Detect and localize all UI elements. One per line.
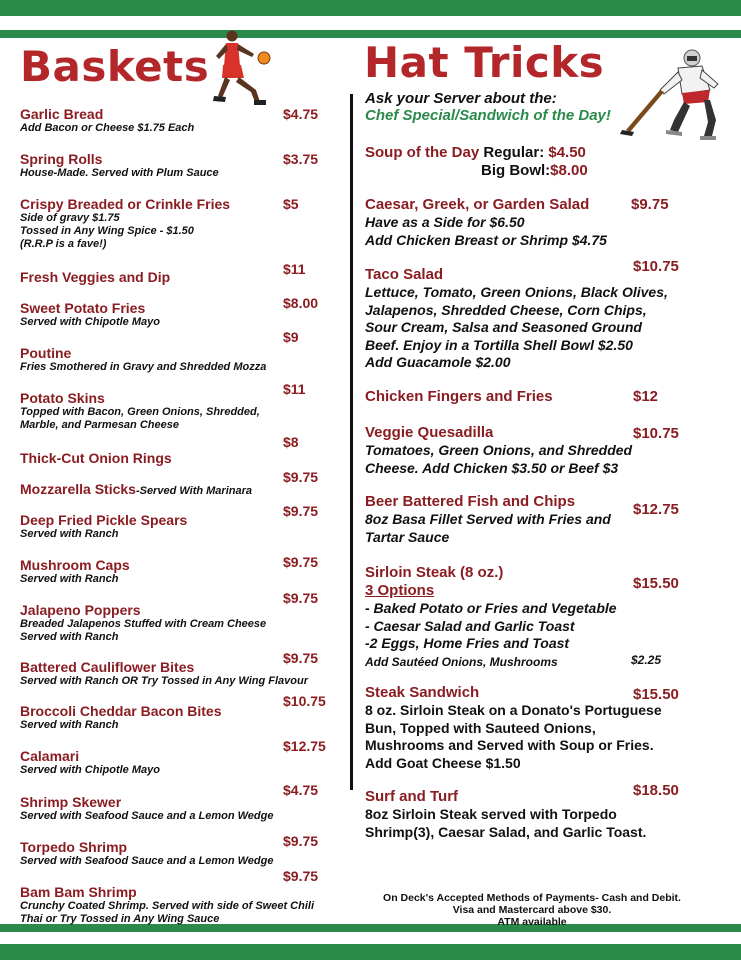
item-name: Surf and Turf [365, 788, 459, 805]
item-desc: Served with Ranch [20, 631, 119, 643]
item-desc: (R.R.P is a fave!) [20, 238, 107, 250]
item-price: $9.75 [283, 833, 319, 849]
item-name-text: Shrimp Skewer [20, 794, 122, 810]
item-desc: Cheese. Add Chicken $3.50 or Beef $3 [365, 459, 619, 476]
menu-item-fish-chips [365, 493, 695, 546]
item-name-text: Potato Skins [20, 390, 105, 406]
options-label: 3 Options [365, 582, 435, 599]
item-price: $10.75 [633, 425, 679, 442]
item-price: $11 [283, 381, 306, 397]
item-price: $5 [283, 196, 299, 212]
item-name-text: Battered Cauliflower Bites [20, 659, 195, 675]
item-price: $8 [283, 434, 299, 450]
hockey-player-icon [620, 44, 724, 144]
menu-item [20, 503, 330, 541]
item-name-text: Fresh Veggies and Dip [20, 269, 171, 285]
item-desc: Add Chicken Breast or Shrimp $4.75 [365, 231, 607, 248]
item-name-text: Mushroom Caps [20, 557, 130, 573]
item-price: $9.75 [283, 503, 319, 519]
item-name-text: Calamari [20, 748, 80, 764]
item-price: $10.75 [633, 258, 679, 275]
item-name-text: Sweet Potato Fries [20, 300, 146, 316]
item-desc: Served with Ranch [20, 573, 119, 585]
item-desc: Served with Seafood Sauce and a Lemon Wedge [20, 855, 274, 867]
item-name: Chicken Fingers and Fries [365, 388, 553, 405]
item-name-text: Deep Fried Pickle Spears [20, 512, 188, 528]
menu-item [20, 693, 330, 732]
item-desc: Served with Ranch OR Try Tossed in Any Wing Flavour [20, 675, 308, 687]
menu-item-chicken-fingers [365, 388, 695, 406]
item-name: Beer Battered Fish and Chips [365, 493, 576, 510]
item-desc: 8oz Sirloin Steak served with Torpedo [365, 806, 617, 822]
addon-label: Add Sautéed Onions, Mushrooms [365, 654, 558, 669]
item-name [20, 450, 330, 466]
item-name-text: Jalapeno Poppers [20, 602, 141, 618]
item-name-text: Spring Rolls [20, 151, 103, 167]
item-name-text: Poutine [20, 345, 72, 361]
item-desc: Lettuce, Tomato, Green Onions, Black Olives, [365, 284, 668, 300]
item-price: $9.75 [631, 196, 669, 213]
item-price: $9 [283, 329, 299, 345]
menu-item [20, 261, 330, 285]
item-name-text: Bam Bam Shrimp [20, 884, 137, 900]
big-bowl-label: Big Bowl: [481, 162, 551, 179]
item-price: $12.75 [633, 501, 679, 518]
item-price: $12 [633, 388, 659, 405]
item-desc: Tartar Sauce [365, 528, 450, 545]
item-price: $3.75 [283, 151, 319, 167]
item-name-text: Garlic Bread [20, 106, 104, 122]
menu-item [20, 434, 330, 466]
item-desc: Served with Chipotle Mayo [20, 764, 160, 776]
item-name-text: Mozzarella Sticks [20, 481, 136, 497]
bottom-green-band [0, 944, 741, 960]
item-name-text: Thick-Cut Onion Rings [20, 450, 172, 466]
item-desc: Shrimp(3), Caesar Salad, and Garlic Toast. [365, 823, 647, 840]
item-desc: Side of gravy $1.75 [20, 212, 120, 224]
footer-line: On Deck's Accepted Methods of Payments- Cash and Debit. [383, 892, 681, 904]
addon-price: $2.25 [631, 652, 662, 667]
item-name: Taco Salad [365, 266, 444, 283]
top-green-stripe [0, 30, 741, 38]
menu-item [20, 590, 330, 644]
big-bowl-price: $8.00 [550, 162, 588, 179]
menu-item [20, 196, 330, 251]
item-desc: 8 oz. Sirloin Steak on a Donato's Portuguese [365, 702, 662, 718]
menu-item [20, 782, 330, 823]
menu-item [20, 381, 330, 432]
item-name-text: Broccoli Cheddar Bacon Bites [20, 703, 222, 719]
item-desc: 8oz Basa Fillet Served with Fries and [365, 511, 611, 527]
menu-item-steak-sandwich [365, 684, 695, 772]
item-desc: Add Guacamole $2.00 [365, 354, 511, 370]
item-desc: House-Made. Served with Plum Sauce [20, 167, 219, 179]
basketball-player-icon [208, 28, 278, 110]
item-desc: Marble, and Parmesan Cheese [20, 419, 179, 431]
item-name [20, 884, 330, 900]
item-desc: Topped with Bacon, Green Onions, Shredded, [20, 406, 260, 418]
regular-price: $4.50 [548, 144, 586, 161]
item-price: $18.50 [633, 782, 679, 799]
item-desc: Crunchy Coated Shrimp. Served with side of Sweet Chili [20, 900, 314, 912]
item-price: $8.00 [283, 295, 319, 311]
item-desc: Tomatoes, Green Onions, and Shredded [365, 442, 633, 458]
item-desc: Beef. Enjoy in a Tortilla Shell Bowl $2.50 [365, 336, 633, 353]
item-price: $9.75 [283, 868, 319, 884]
item-name [20, 345, 330, 361]
item-name: Caesar, Greek, or Garden Salad [365, 196, 590, 213]
item-price: $15.50 [633, 686, 679, 703]
item-desc: Mushrooms and Served with Soup or Fries. [365, 737, 654, 753]
menu-item [20, 833, 330, 868]
menu-item [20, 151, 330, 180]
item-price: $4.75 [283, 106, 319, 122]
item-desc: Add Bacon or Cheese $1.75 Each [20, 122, 195, 134]
top-green-band [0, 0, 741, 16]
item-desc: Served with Seafood Sauce and a Lemon Wedge [20, 810, 274, 822]
baskets-title: Baskets [20, 42, 210, 91]
ask-server-line: Ask your Server about the: [365, 90, 557, 107]
option-item: -2 Eggs, Home Fries and Toast [365, 635, 570, 651]
chef-special-notice [365, 90, 611, 124]
item-desc: Served with Ranch [20, 719, 119, 731]
hat-tricks-title: Hat Tricks [364, 38, 605, 87]
item-desc: Served with Ranch [20, 528, 119, 540]
menu-item [20, 868, 330, 926]
menu-item [20, 469, 330, 499]
item-name: Soup of the Day [365, 144, 480, 161]
column-divider [350, 94, 353, 790]
menu-item-quesadilla [365, 424, 695, 477]
chef-special-line: Chef Special/Sandwich of the Day! [365, 107, 611, 124]
item-desc: Tossed in Any Wing Spice - $1.50 [20, 225, 194, 237]
item-desc: Breaded Jalapenos Stuffed with Cream Cheese [20, 618, 267, 630]
item-name: Sirloin Steak (8 oz.) [365, 564, 504, 581]
item-desc: Thai or Try Tossed in Any Wing Sauce [20, 913, 220, 925]
item-desc: Jalapenos, Shredded Cheese, Corn Chips, [365, 301, 647, 318]
menu-item [20, 554, 330, 586]
item-inline-note: -Served With Marinara [135, 485, 252, 497]
regular-label: Regular: [483, 144, 545, 161]
item-price: $10.75 [283, 693, 326, 709]
item-price: $9.75 [283, 554, 319, 570]
menu-item [20, 738, 330, 777]
menu-item-taco-salad [365, 258, 695, 372]
item-desc: Bun, Topped with Sauteed Onions, [365, 719, 596, 736]
item-name-text: Torpedo Shrimp [20, 839, 128, 855]
item-desc: Have as a Side for $6.50 [365, 214, 525, 230]
item-name-text: Crispy Breaded or Crinkle Fries [20, 196, 231, 212]
item-price: $11 [283, 261, 306, 277]
item-price: $9.75 [283, 650, 319, 666]
item-price: $9.75 [283, 590, 319, 606]
menu-item-caesar [365, 196, 695, 249]
option-item: - Caesar Salad and Garlic Toast [365, 617, 575, 634]
item-desc: Served with Chipotle Mayo [20, 316, 160, 328]
item-price: $4.75 [283, 782, 319, 798]
footer-line: Visa and Mastercard above $30. [452, 904, 612, 916]
item-desc: Add Goat Cheese $1.50 [365, 754, 521, 771]
menu-item-soup [365, 144, 588, 180]
item-price: $9.75 [283, 469, 319, 485]
menu-item [20, 650, 330, 688]
item-name: Steak Sandwich [365, 684, 480, 701]
item-desc: Sour Cream, Salsa and Seasoned Ground [365, 319, 642, 335]
menu-item-surf-turf [365, 782, 695, 841]
payment-footer [360, 892, 704, 928]
menu-item [20, 106, 330, 135]
item-price: $15.50 [633, 575, 679, 592]
menu-item [20, 295, 330, 329]
menu-item [20, 329, 330, 374]
item-desc: Fries Smothered in Gravy and Shredded Mozza [20, 361, 267, 373]
footer-line: ATM available [497, 916, 567, 928]
menu-item-sirloin-steak [365, 564, 695, 669]
item-name: Veggie Quesadilla [365, 424, 494, 441]
item-price: $12.75 [283, 738, 326, 754]
option-item: - Baked Potato or Fries and Vegetable [365, 600, 617, 616]
